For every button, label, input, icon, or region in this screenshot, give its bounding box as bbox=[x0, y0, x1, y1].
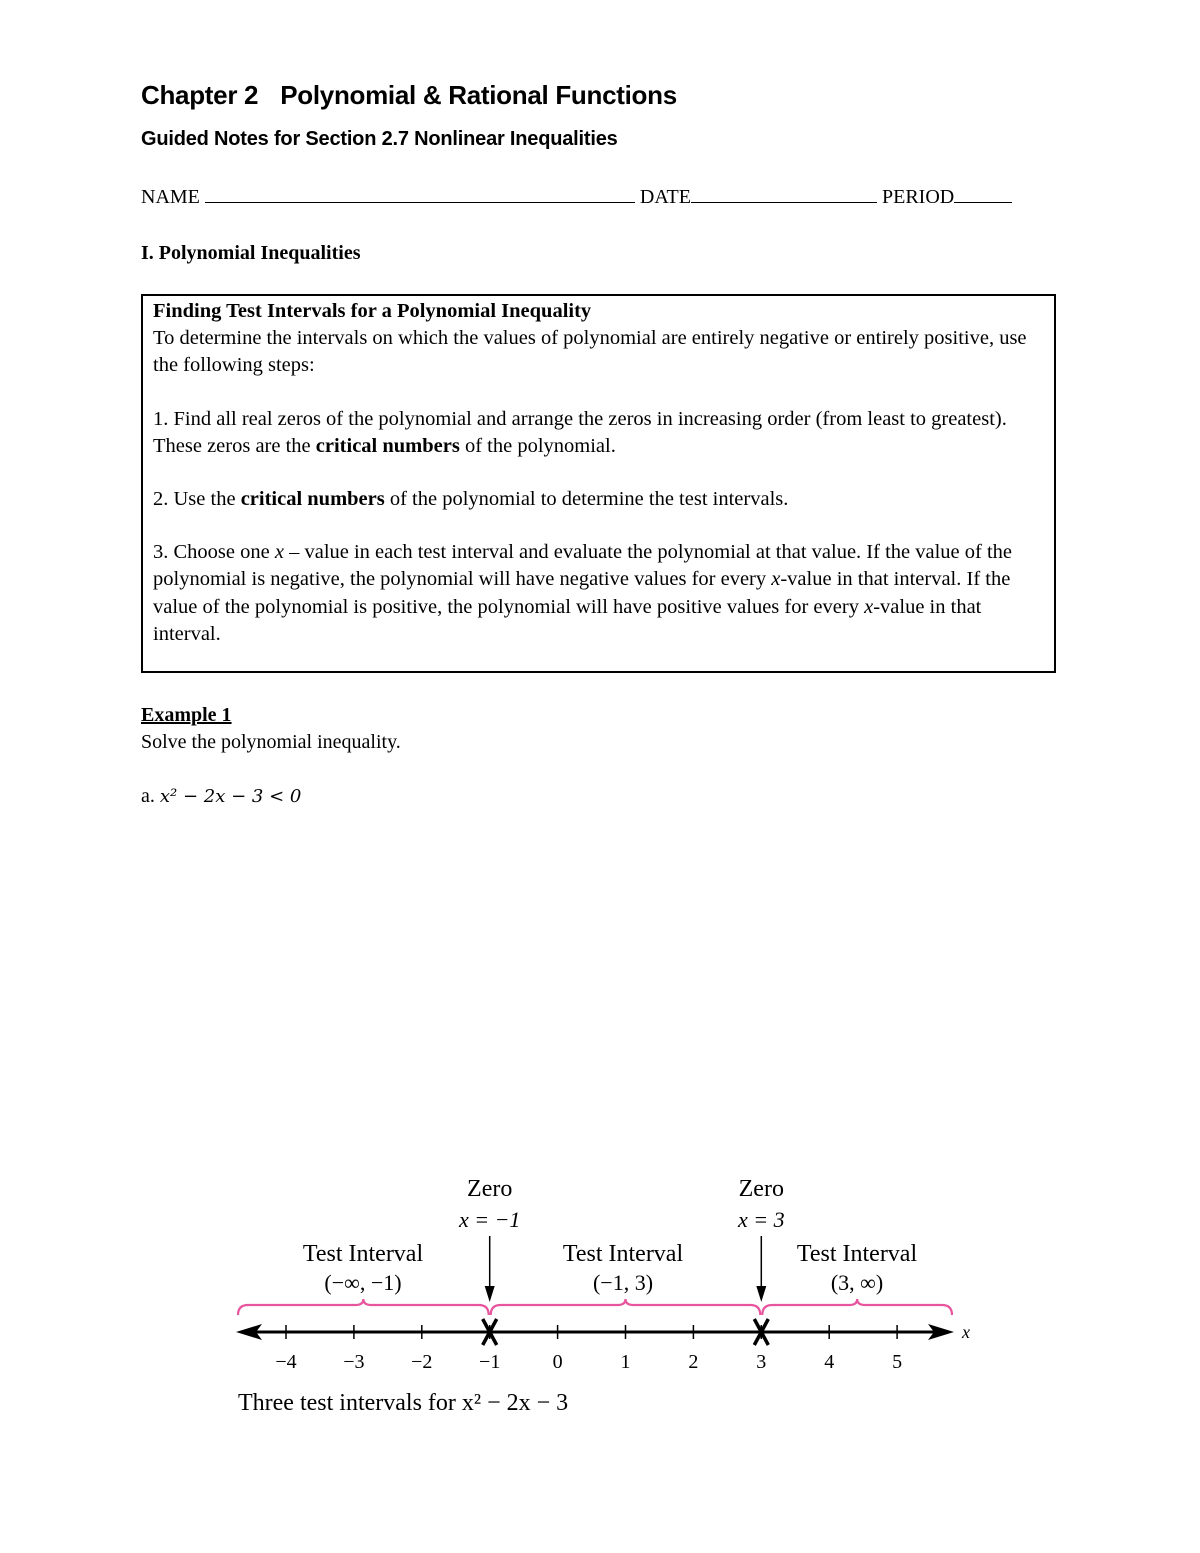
step-2 bbox=[153, 486, 1045, 513]
tick-label: 0 bbox=[552, 1351, 563, 1373]
example-instruction: Solve the polynomial inequality. bbox=[141, 731, 401, 753]
tick-label: 3 bbox=[756, 1351, 767, 1373]
period-blank[interactable] bbox=[954, 186, 1012, 203]
section-heading: I. Polynomial Inequalities bbox=[141, 242, 361, 264]
figure-caption: Three test intervals for x² − 2x − 3 bbox=[238, 1390, 569, 1416]
date-blank[interactable] bbox=[691, 186, 877, 203]
step-2-bold: critical numbers bbox=[240, 488, 385, 511]
example-part-a bbox=[141, 785, 301, 808]
step-3-text-2: – value in each test interval and evaluate the polynomial at that value. If the value of the polynomial is negative, the polynomial will have negative values for every bbox=[153, 541, 1013, 591]
interval-range: (−∞, −1) bbox=[324, 1270, 402, 1295]
step-3-text-3: -value in that interval. If the value of the polynomial is positive, the polynomial will have positive values for every bbox=[153, 568, 1011, 618]
step-3-var: x bbox=[274, 541, 284, 564]
interval-brace-left bbox=[238, 1299, 489, 1315]
interval-label: Test Interval bbox=[796, 1241, 918, 1267]
tick-label: 2 bbox=[688, 1351, 699, 1373]
number-line-svg bbox=[226, 1168, 986, 1428]
step-3-var-3: x bbox=[864, 595, 874, 618]
definition-box bbox=[141, 294, 1056, 673]
chapter-name: Polynomial & Rational Functions bbox=[280, 80, 677, 110]
date-label: DATE bbox=[639, 186, 691, 208]
interval-label: Test Interval bbox=[562, 1241, 684, 1267]
box-title: Finding Test Intervals for a Polynomial Inequality bbox=[153, 300, 592, 322]
student-info-line bbox=[141, 186, 1012, 209]
zero-equation: x = 3 bbox=[737, 1207, 785, 1232]
tick-label: 5 bbox=[892, 1351, 903, 1373]
step-2-text: 2. Use the bbox=[153, 488, 241, 511]
step-3-text: 3. Choose one bbox=[153, 541, 275, 564]
zero-arrow-head bbox=[485, 1286, 495, 1302]
interval-brace-middle bbox=[491, 1299, 761, 1315]
step-3-text-4: -value in that interval. bbox=[153, 595, 982, 645]
interval-range: (3, ∞) bbox=[830, 1270, 884, 1295]
zero-equation: x = −1 bbox=[458, 1207, 521, 1232]
tick-label: −4 bbox=[275, 1351, 297, 1373]
interval-range: (−1, 3) bbox=[592, 1270, 654, 1295]
tick-label: 1 bbox=[620, 1351, 631, 1373]
example-heading: Example 1 bbox=[141, 704, 232, 726]
tick-label: −3 bbox=[343, 1351, 365, 1373]
tick-label: 4 bbox=[824, 1351, 835, 1373]
interval-brace-right bbox=[762, 1299, 952, 1315]
chapter-label: Chapter 2 bbox=[141, 80, 259, 110]
step-3 bbox=[153, 539, 1045, 648]
step-1-text: 1. Find all real zeros of the polynomial and arrange the zeros in increasing order (from least to greatest). These zeros are the bbox=[153, 407, 1007, 457]
tick-label: −1 bbox=[479, 1351, 501, 1373]
name-label: NAME bbox=[141, 186, 200, 208]
zero-arrow-head bbox=[756, 1286, 766, 1302]
page-subtitle: Guided Notes for Section 2.7 Nonlinear Inequalities bbox=[141, 128, 618, 150]
axis-label: x bbox=[962, 1322, 970, 1342]
tick-label: −2 bbox=[411, 1351, 433, 1373]
step-2-text-end: of the polynomial to determine the test intervals. bbox=[384, 488, 789, 511]
part-expression: x² − 2x − 3 < 0 bbox=[159, 786, 302, 807]
part-label: a. bbox=[141, 785, 155, 807]
name-blank[interactable] bbox=[205, 186, 635, 203]
step-1-text-end: of the polynomial. bbox=[459, 434, 616, 457]
period-label: PERIOD bbox=[882, 186, 955, 208]
box-intro: To determine the intervals on which the values of polynomial are entirely negative or entirely positive, use the following steps: bbox=[153, 327, 1027, 377]
zero-label: Zero bbox=[467, 1176, 513, 1202]
chapter-title bbox=[141, 80, 677, 111]
step-3-var-2: x bbox=[771, 568, 781, 591]
zero-label: Zero bbox=[738, 1176, 784, 1202]
step-1 bbox=[153, 406, 1045, 460]
step-1-bold: critical numbers bbox=[315, 434, 460, 457]
interval-label: Test Interval bbox=[302, 1241, 424, 1267]
number-line-figure bbox=[226, 1168, 986, 1428]
